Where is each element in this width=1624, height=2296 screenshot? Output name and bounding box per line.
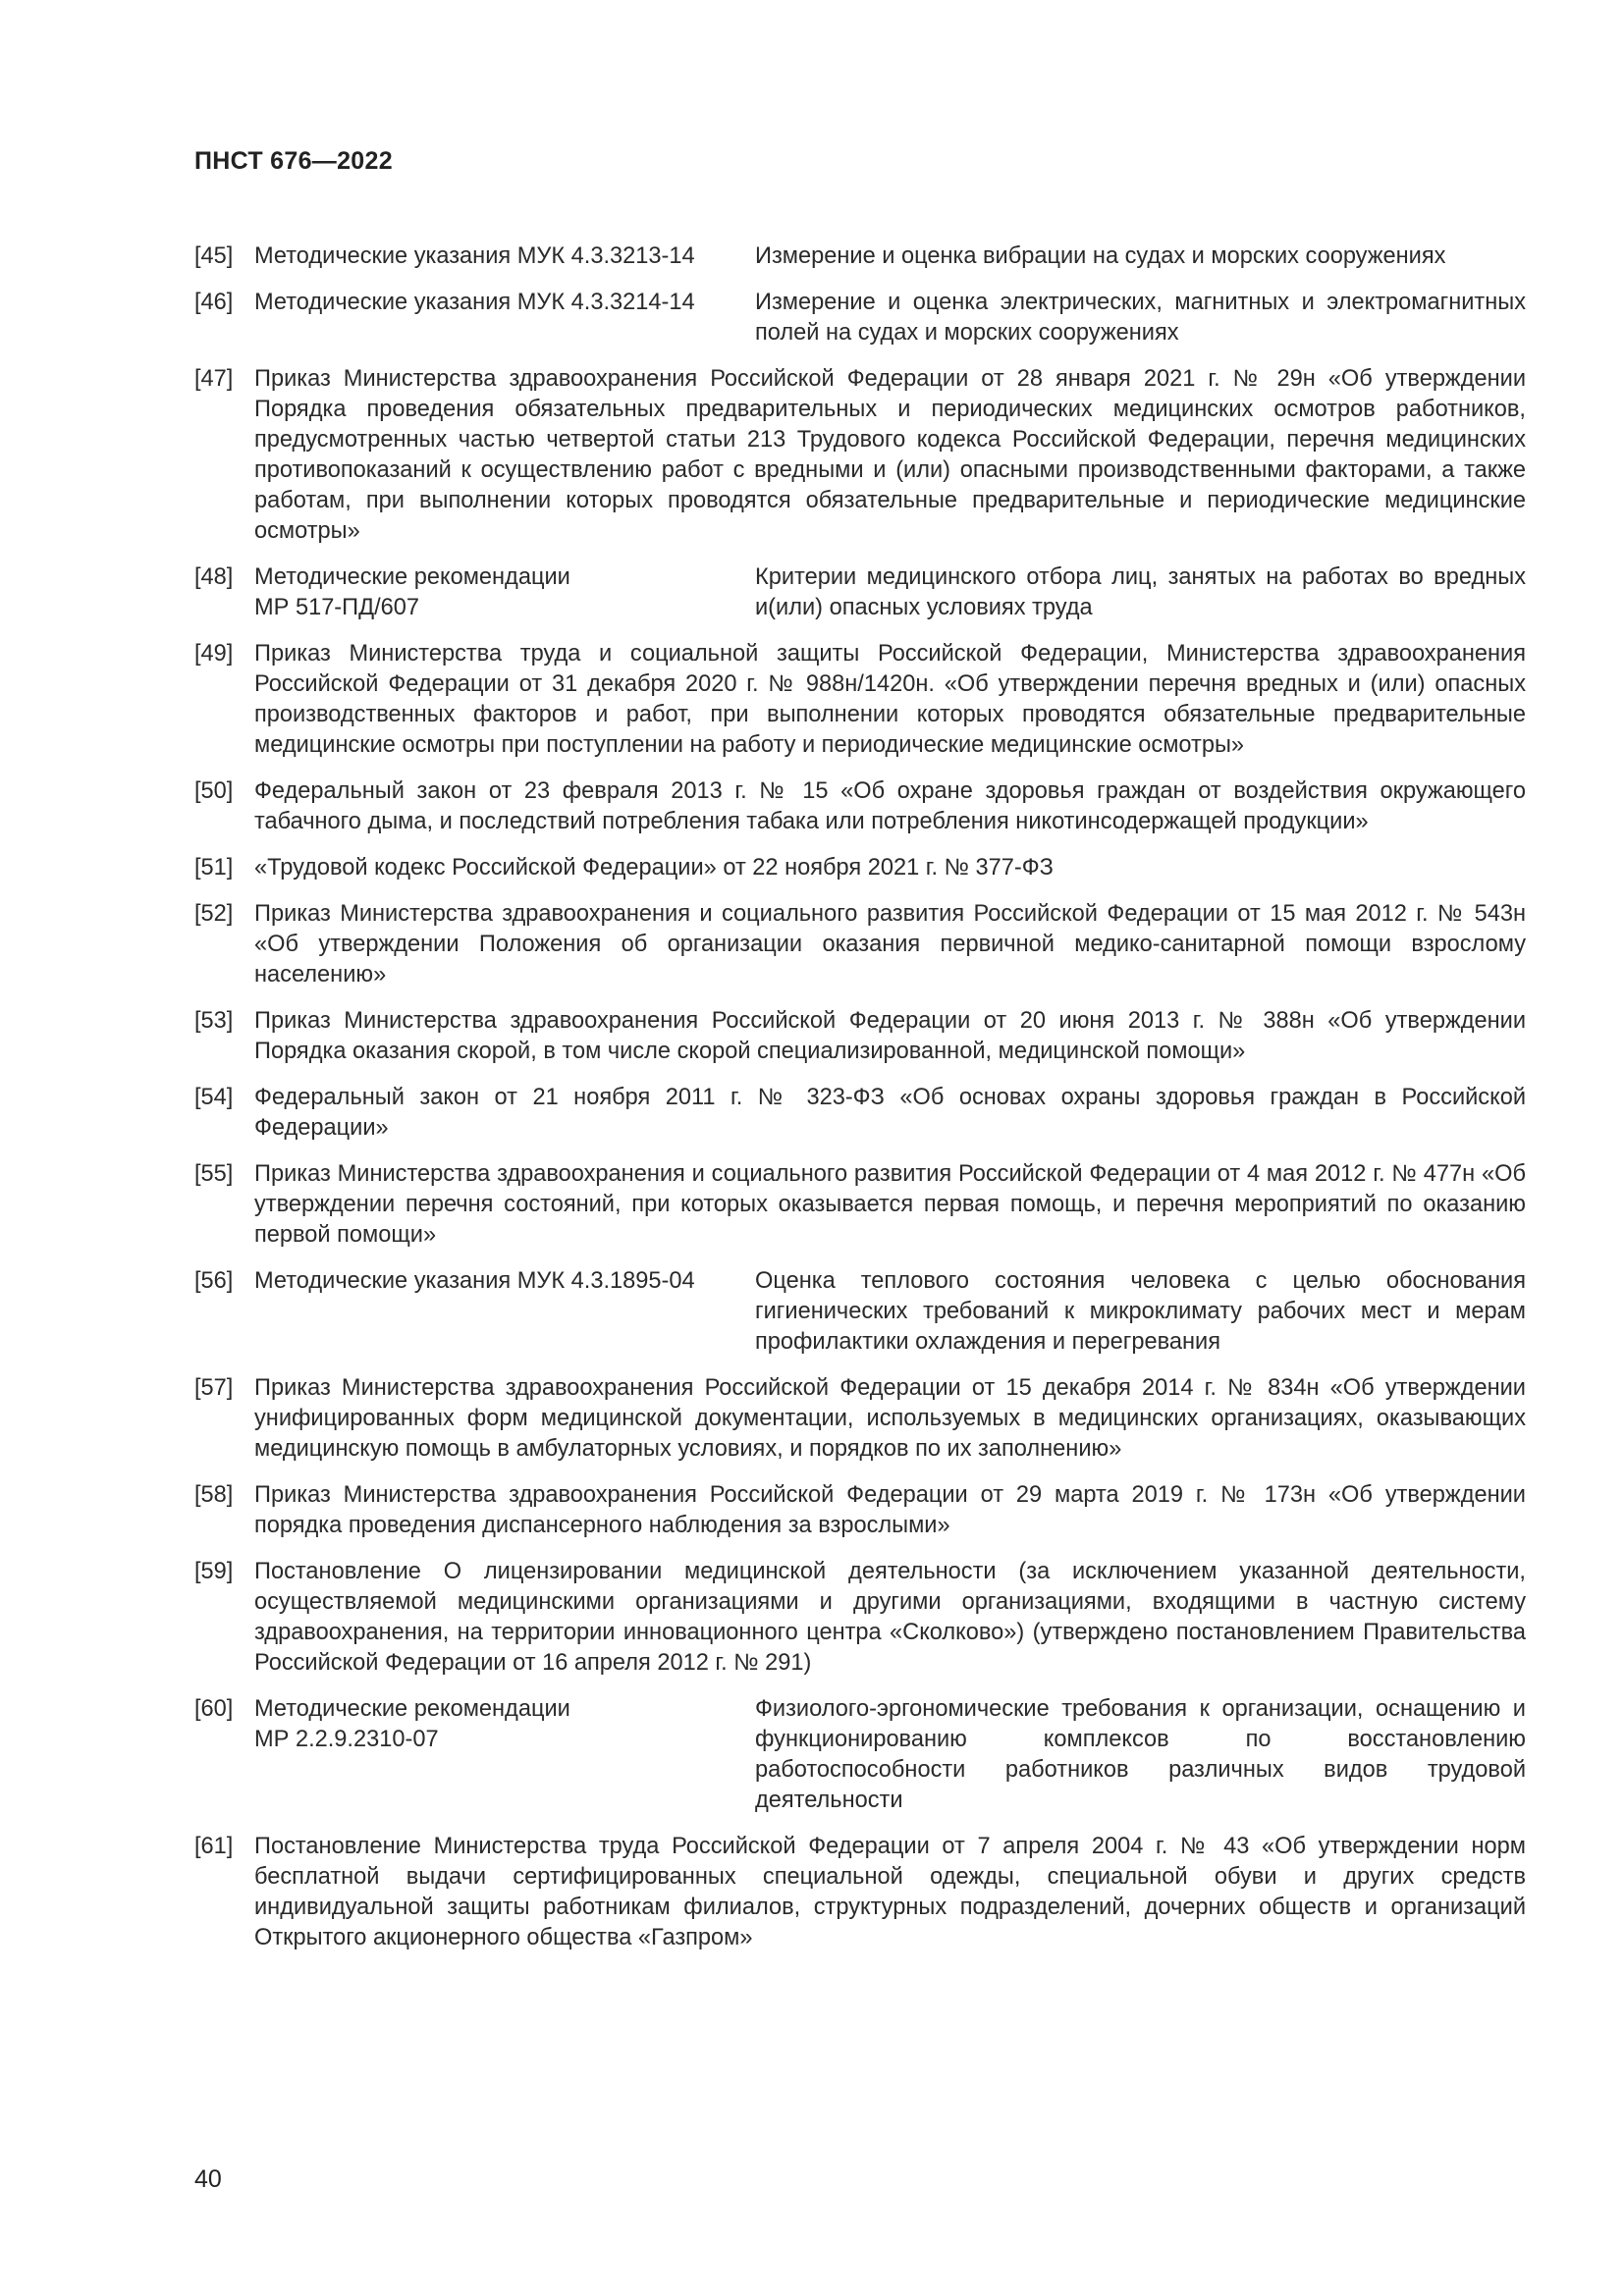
entry-number: [55] xyxy=(194,1161,234,1187)
entry-document-id-line: МР 517-ПД/607 xyxy=(254,595,420,620)
entry-text: Приказ Министерства здравоохранения Российской Федерации от 20 июня 2013 г. № 388н «Об утверждении Порядка оказания скорой, в том числе скорой специализированной, медицинской помощи» xyxy=(254,1008,1526,1064)
entry-number: [52] xyxy=(194,901,234,927)
entry-title: Физиолого-эргономические требования к организации, оснащению и функционированию комплексов по восстановлению работоспособности работников различных видов трудовой деятельности xyxy=(755,1696,1526,1813)
entry-number: [54] xyxy=(194,1085,234,1110)
entry-number: [57] xyxy=(194,1375,234,1401)
entry-number: [45] xyxy=(194,243,234,269)
entry-number: [60] xyxy=(194,1696,234,1722)
entry-number: [49] xyxy=(194,641,234,667)
entry-number: [51] xyxy=(194,855,234,881)
bibliography-entry xyxy=(194,899,1526,990)
bibliography-entry xyxy=(194,639,1526,761)
entry-document-id xyxy=(254,1266,755,1358)
bibliography-entry xyxy=(194,1694,1526,1816)
entry-number: [46] xyxy=(194,290,234,315)
bibliography-entry xyxy=(194,288,1526,348)
bibliography-entry xyxy=(194,1373,1526,1465)
entry-text: Приказ Министерства здравоохранения и социального развития Российской Федерации от 15 мая 2012 г. № 543н «Об утверждении Положения об организации оказания первичной медико-санитарной помощи взрослому населению» xyxy=(254,901,1526,988)
entry-document-id-line: Методические указания МУК 4.3.1895-04 xyxy=(254,1268,695,1294)
entry-text: Постановление Министерства труда Российской Федерации от 7 апреля 2004 г. № 43 «Об утверждении норм бесплатной выдачи сертифицированных специальной одежды, специальной обуви и других средств индивидуальной защиты работникам филиалов, структурных подразделений, дочерних обществ и организаций Открытого акционерного общества «Газпром» xyxy=(254,1834,1526,1950)
entry-number: [48] xyxy=(194,564,234,590)
entry-text: «Трудовой кодекс Российской Федерации» от 22 ноября 2021 г. № 377-ФЗ xyxy=(254,855,1054,881)
bibliography-entry xyxy=(194,364,1526,547)
bibliography-entry xyxy=(194,1159,1526,1251)
entry-number: [61] xyxy=(194,1834,234,1859)
bibliography-entry xyxy=(194,853,1526,883)
entry-document-id-line: Методические рекомендации xyxy=(254,564,570,590)
entry-document-id xyxy=(254,562,755,623)
entry-number: [58] xyxy=(194,1482,234,1508)
page-number: 40 xyxy=(194,2165,222,2193)
entry-title: Критерии медицинского отбора лиц, занятых на работах во вредных и(или) опасных условиях труда xyxy=(755,564,1526,620)
entry-document-id xyxy=(254,1694,755,1816)
entry-document-id-line: МР 2.2.9.2310-07 xyxy=(254,1727,439,1752)
entry-title: Измерение и оценка вибрации на судах и морских сооружениях xyxy=(755,243,1446,269)
entry-number: [50] xyxy=(194,778,234,804)
entry-document-id-line: Методические указания МУК 4.3.3214-14 xyxy=(254,290,695,315)
bibliography-list xyxy=(194,241,1526,1969)
bibliography-entry xyxy=(194,241,1526,272)
entry-text: Приказ Министерства здравоохранения и социального развития Российской Федерации от 4 мая 2012 г. № 477н «Об утверждении перечня состояний, при которых оказывается первая помощь, и перечня мероприятий по оказанию первой помощи» xyxy=(254,1161,1526,1248)
entry-document-id-line: Методические рекомендации xyxy=(254,1696,570,1722)
entry-text: Приказ Министерства здравоохранения Российской Федерации от 29 марта 2019 г. № 173н «Об утверждении порядка проведения диспансерного наблюдения за взрослыми» xyxy=(254,1482,1526,1538)
entry-document-id xyxy=(254,241,755,272)
bibliography-entry xyxy=(194,776,1526,837)
bibliography-entry xyxy=(194,1006,1526,1067)
entry-number: [47] xyxy=(194,366,234,392)
entry-text: Приказ Министерства здравоохранения Российской Федерации от 28 января 2021 г. № 29н «Об утверждении Порядка проведения обязательных предварительных и периодических медицинских осмотров работников, предусмотренных частью четвертой статьи 213 Трудового кодекса Российской Федерации, перечня медицинских противопоказаний к осуществлению работ с вредными и (или) опасными производственными факторами, а также работам, при выполнении которых проводятся обязательные предварительные и периодические медицинские осмотры» xyxy=(254,366,1526,544)
entry-title: Оценка теплового состояния человека с целью обоснования гигиенических требований к микроклимату рабочих мест и мерам профилактики охлаждения и перегревания xyxy=(755,1268,1526,1355)
entry-title: Измерение и оценка электрических, магнитных и электромагнитных полей на судах и морских сооружениях xyxy=(755,290,1526,346)
document-header: ПНСТ 676—2022 xyxy=(194,147,393,175)
entry-number: [53] xyxy=(194,1008,234,1034)
entry-text: Федеральный закон от 21 ноября 2011 г. № 323-ФЗ «Об основах охраны здоровья граждан в Российской Федерации» xyxy=(254,1085,1526,1141)
bibliography-entry xyxy=(194,1832,1526,1953)
bibliography-entry xyxy=(194,1480,1526,1541)
bibliography-entry xyxy=(194,1266,1526,1358)
entry-document-id-line: Методические указания МУК 4.3.3213-14 xyxy=(254,243,695,269)
bibliography-entry xyxy=(194,1083,1526,1144)
entry-text: Приказ Министерства здравоохранения Российской Федерации от 15 декабря 2014 г. № 834н «Об утверждении унифицированных форм медицинской документации, используемых в медицинских организациях, оказывающих медицинскую помощь в амбулаторных условиях, и порядков по их заполнению» xyxy=(254,1375,1526,1462)
bibliography-entry xyxy=(194,562,1526,623)
entry-number: [56] xyxy=(194,1268,234,1294)
bibliography-entry xyxy=(194,1557,1526,1679)
entry-number: [59] xyxy=(194,1559,234,1584)
entry-document-id xyxy=(254,288,755,348)
entry-text: Федеральный закон от 23 февраля 2013 г. № 15 «Об охране здоровья граждан от воздействия окружающего табачного дыма, и последствий потребления табака или потребления никотинсодержащей продукции» xyxy=(254,778,1526,834)
entry-text: Постановление О лицензировании медицинской деятельности (за исключением указанной деятельности, осуществляемой медицинскими организациями и другими организациями, входящими в частную систему здравоохранения, на территории инновационного центра «Сколково») (утверждено постановлением Правительства Российской Федерации от 16 апреля 2012 г. № 291) xyxy=(254,1559,1526,1676)
entry-text: Приказ Министерства труда и социальной защиты Российской Федерации, Министерства здравоохранения Российской Федерации от 31 декабря 2020 г. № 988н/1420н. «Об утверждении перечня вредных и (или) опасных производственных факторов и работ, при выполнении которых проводятся обязательные предварительные медицинские осмотры при поступлении на работу и периодические медицинские осмотры» xyxy=(254,641,1526,758)
